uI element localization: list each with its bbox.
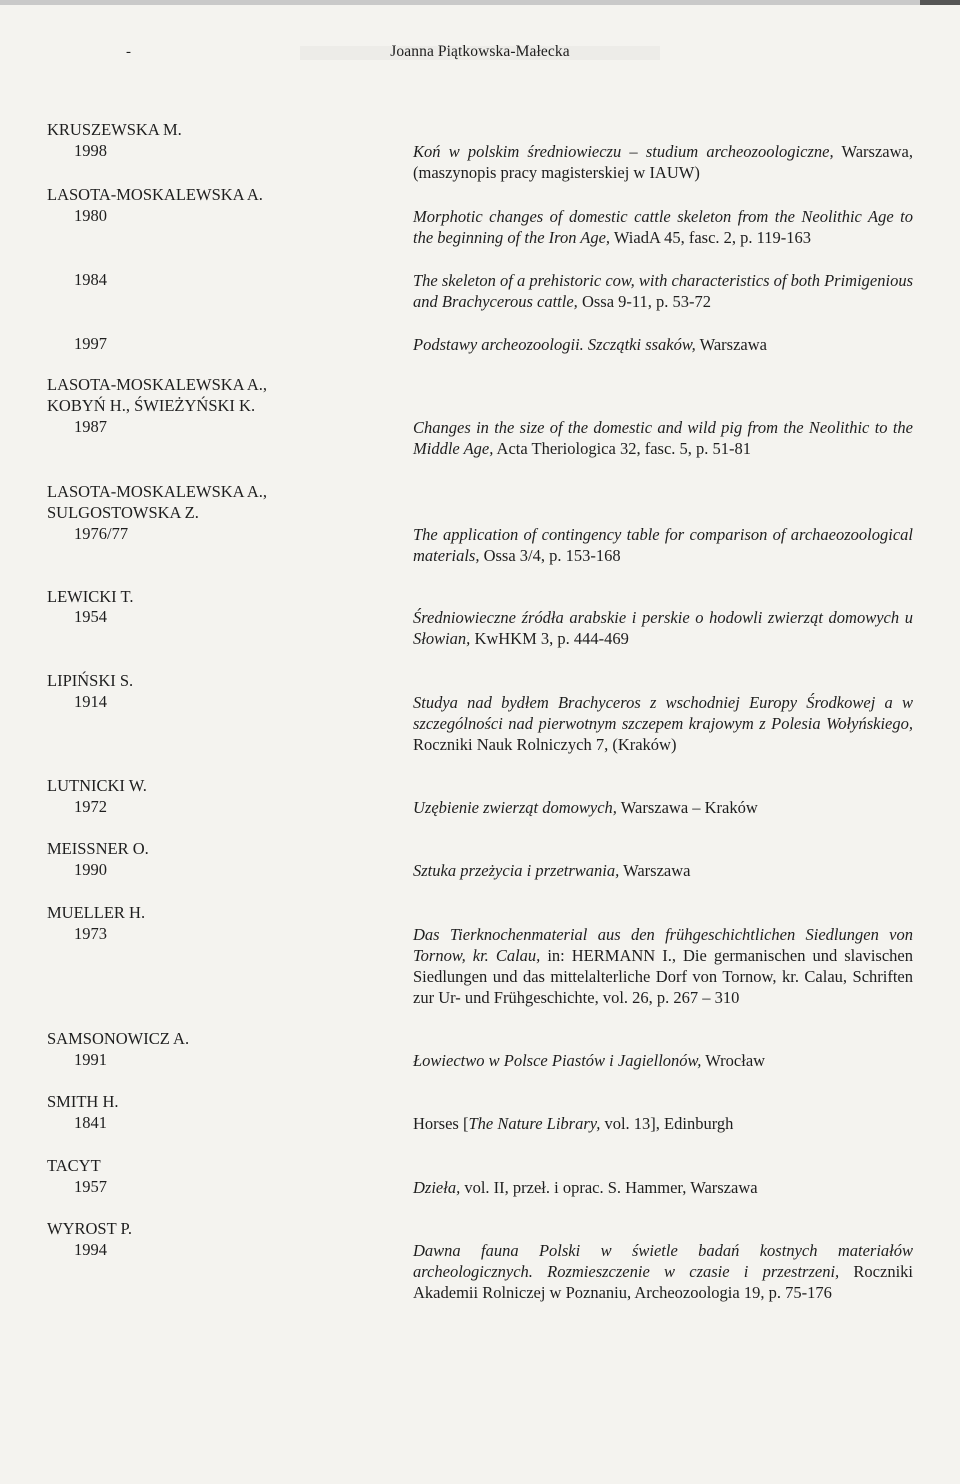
entry-details: Roczniki Nauk Rolniczych 7, (Kraków): [413, 735, 677, 754]
entry-title: Podstawy archeozoologii. Szczątki ssaków,: [413, 335, 696, 354]
entry-title: Changes in the size of the domestic and wild pig from the Neolithic to the Middle Age,: [413, 418, 913, 458]
entry-title: Uzębienie zwierząt domowych,: [413, 798, 617, 817]
entry-details: vol. II, przeł. i oprac. S. Hammer, Warszawa: [460, 1178, 758, 1197]
entry-author: TACYT: [47, 1156, 101, 1175]
entry-title: The application of contingency table for comparison of archaeozoological materials,: [413, 525, 913, 565]
entry-reference: [413, 692, 913, 755]
entry-year: 1987: [74, 417, 107, 436]
entry-details: WiadA 45, fasc. 2, p. 119-163: [610, 228, 812, 247]
entry-title: Morphotic changes of domestic cattle skeleton from the Neolithic Age to the beginning of the Iron Age,: [413, 207, 913, 247]
entry-author: LASOTA-MOSKALEWSKA A.,: [47, 482, 268, 501]
entry-year: 1991: [74, 1050, 107, 1069]
entry-title: The skeleton of a prehistoric cow, with characteristics of both Primigenious and Brachycerous cattle,: [413, 271, 913, 311]
entry-year: 1914: [74, 692, 107, 711]
entry-author: LASOTA-MOSKALEWSKA A.: [47, 185, 263, 204]
entry-reference: [413, 334, 913, 355]
entry-author: SULGOSTOWSKA Z.: [47, 503, 199, 522]
entry-title-prefix: Horses [: [413, 1114, 469, 1133]
entry-title: Das Tierknochenmaterial aus den frühgeschichtlichen Siedlungen von Tornow, kr. Calau,: [413, 925, 913, 965]
entry-details: Warszawa – Kraków: [616, 798, 758, 817]
entry-year: 1980: [74, 206, 107, 225]
entry-details: Wrocław: [701, 1051, 766, 1070]
scan-top-edge: [0, 0, 960, 5]
entry-reference: [413, 1177, 913, 1198]
entry-author: MUELLER H.: [47, 903, 146, 922]
entry-details: Ossa 9-11, p. 53-72: [577, 292, 712, 311]
entry-reference: [413, 524, 913, 566]
entry-title: Koń w polskim średniowieczu – studium archeozoologiczne,: [413, 142, 834, 161]
entry-year: 1994: [74, 1240, 107, 1259]
entry-details: in: HERMANN I., Die germanischen und slavischen Siedlungen und das mittelalterliche Dorf von Tornow, kr. Calau, Schriften zur Ur- und Frühgeschichte, vol. 26, p. 267 – 310: [413, 946, 913, 1007]
entry-details: vol. 13], Edinburgh: [600, 1114, 734, 1133]
entry-reference: [413, 1240, 913, 1303]
entry-author: LUTNICKI W.: [47, 776, 147, 795]
entry-details: Roczniki Akademii Rolniczej w Poznaniu, Archeozoologia 19, p. 75-176: [413, 1262, 913, 1302]
entry-title: Średniowieczne źródła arabskie i perskie o hodowli zwierząt domowych u Słowian,: [413, 608, 913, 648]
entry-details: Warszawa: [619, 861, 691, 880]
entry-reference: [413, 206, 913, 248]
entry-reference: [413, 797, 913, 818]
entry-title: Studya nad bydłem Brachyceros z wschodniej Europy Środkowej a w szczególności nad pierwotnym szczepem krajowym z Polesia Wołyńskiego,: [413, 693, 913, 733]
entry-author: WYROST P.: [47, 1219, 132, 1238]
entry-details: Warszawa, (maszynopis pracy magisterskiej w IAUW): [413, 142, 913, 182]
entry-year: 1973: [74, 924, 107, 943]
entry-title: Dawna fauna Polski w świetle badań kostnych materiałów archeologicznych. Rozmieszczenie w czasie i przestrzeni,: [413, 1241, 913, 1281]
entry-author: SAMSONOWICZ A.: [47, 1029, 190, 1048]
running-header-author: Joanna Piątkowska-Małecka: [390, 43, 570, 60]
entry-details: KwHKM 3, p. 444-469: [470, 629, 629, 648]
entry-year: 1997: [74, 334, 107, 353]
entry-reference: [413, 141, 913, 183]
entry-year: 1984: [74, 270, 107, 289]
entry-details: Acta Theriologica 32, fasc. 5, p. 51-81: [493, 439, 752, 458]
entry-year: 1998: [74, 141, 107, 160]
entry-year: 1841: [74, 1113, 107, 1132]
entry-author: LASOTA-MOSKALEWSKA A.,: [47, 375, 268, 394]
entry-author: KOBYŃ H., ŚWIEŻYŃSKI K.: [47, 396, 256, 415]
entry-reference: [413, 860, 913, 881]
entry-reference: [413, 1050, 913, 1071]
entry-year: 1957: [74, 1177, 107, 1196]
entry-details: Warszawa: [695, 335, 767, 354]
entry-reference: [413, 417, 913, 459]
entry-year: 1990: [74, 860, 107, 879]
entry-reference: [413, 924, 913, 1008]
entry-year: 1976/77: [74, 524, 129, 543]
entry-author: LEWICKI T.: [47, 587, 134, 606]
entry-reference: [413, 270, 913, 312]
entry-author: SMITH H.: [47, 1092, 119, 1111]
entry-author: KRUSZEWSKA M.: [47, 120, 182, 139]
entry-year: 1954: [74, 607, 107, 626]
entry-title: Sztuka przeżycia i przetrwania,: [413, 861, 620, 880]
entry-title: Łowiectwo w Polsce Piastów i Jagiellonów,: [413, 1051, 702, 1070]
entry-details: Ossa 3/4, p. 153-168: [479, 546, 621, 565]
entry-title: The Nature Library,: [468, 1114, 601, 1133]
entry-year: 1972: [74, 797, 107, 816]
entry-reference: [413, 1113, 913, 1134]
scan-top-edge-dark: [920, 0, 960, 5]
entry-reference: [413, 607, 913, 649]
header-mark: -: [126, 44, 131, 60]
entry-author: LIPIŃSKI S.: [47, 671, 134, 690]
entry-title: Dzieła,: [413, 1178, 461, 1197]
entry-author: MEISSNER O.: [47, 839, 149, 858]
